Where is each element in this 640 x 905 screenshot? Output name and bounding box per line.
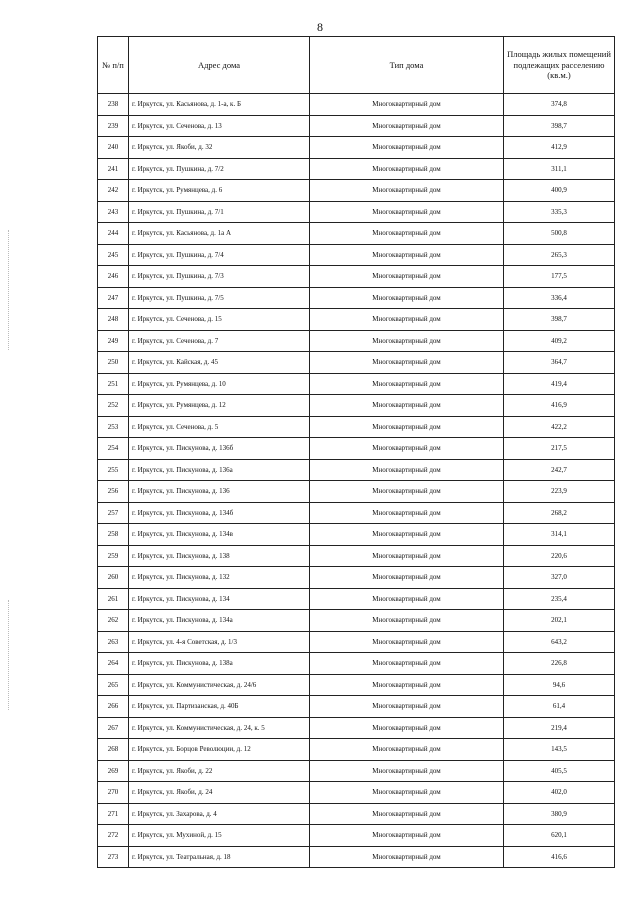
row-type: Многоквартирный дом: [310, 395, 504, 417]
row-number: 248: [98, 309, 129, 331]
row-area: 398,7: [504, 309, 615, 331]
row-address: г. Иркутск, ул. Пушкина, д. 7/5: [129, 287, 310, 309]
row-type: Многоквартирный дом: [310, 94, 504, 116]
row-type: Многоквартирный дом: [310, 180, 504, 202]
table-body: [98, 94, 615, 868]
row-address: г. Иркутск, ул. Пискунова, д. 134: [129, 588, 310, 610]
row-area: 242,7: [504, 459, 615, 481]
table-row: [98, 545, 615, 567]
row-type: Многоквартирный дом: [310, 287, 504, 309]
row-address: г. Иркутск, ул. Сеченова, д. 7: [129, 330, 310, 352]
row-number: 273: [98, 846, 129, 868]
row-area: 400,9: [504, 180, 615, 202]
row-type: Многоквартирный дом: [310, 631, 504, 653]
row-address: г. Иркутск, ул. 4-я Советская, д. 1/3: [129, 631, 310, 653]
row-number: 249: [98, 330, 129, 352]
table-row: [98, 158, 615, 180]
row-address: г. Иркутск, ул. Пушкина, д. 7/4: [129, 244, 310, 266]
row-address: г. Иркутск, ул. Пискунова, д. 132: [129, 567, 310, 589]
row-area: 405,5: [504, 760, 615, 782]
row-address: г. Иркутск, ул. Якоби, д. 24: [129, 782, 310, 804]
row-number: 270: [98, 782, 129, 804]
table-row: [98, 696, 615, 718]
row-type: Многоквартирный дом: [310, 696, 504, 718]
row-number: 253: [98, 416, 129, 438]
table-row: [98, 330, 615, 352]
row-type: Многоквартирный дом: [310, 739, 504, 761]
row-type: Многоквартирный дом: [310, 524, 504, 546]
table-row: [98, 739, 615, 761]
row-type: Многоквартирный дом: [310, 825, 504, 847]
row-type: Многоквартирный дом: [310, 502, 504, 524]
row-number: 242: [98, 180, 129, 202]
row-address: г. Иркутск, ул. Коммунистическая, д. 24, к. 5: [129, 717, 310, 739]
row-type: Многоквартирный дом: [310, 223, 504, 245]
row-type: Многоквартирный дом: [310, 610, 504, 632]
row-area: 336,4: [504, 287, 615, 309]
row-number: 246: [98, 266, 129, 288]
row-number: 261: [98, 588, 129, 610]
row-number: 254: [98, 438, 129, 460]
row-number: 264: [98, 653, 129, 675]
row-type: Многоквартирный дом: [310, 588, 504, 610]
table-row: [98, 352, 615, 374]
row-type: Многоквартирный дом: [310, 545, 504, 567]
table-row: [98, 459, 615, 481]
row-area: 314,1: [504, 524, 615, 546]
row-area: 202,1: [504, 610, 615, 632]
margin-mark: [8, 600, 10, 710]
row-type: Многоквартирный дом: [310, 782, 504, 804]
housing-table: [97, 36, 615, 868]
row-area: 268,2: [504, 502, 615, 524]
row-type: Многоквартирный дом: [310, 459, 504, 481]
table-row: [98, 782, 615, 804]
row-type: Многоквартирный дом: [310, 115, 504, 137]
row-address: г. Иркутск, ул. Борцов Революции, д. 12: [129, 739, 310, 761]
table-row: [98, 567, 615, 589]
row-area: 422,2: [504, 416, 615, 438]
margin-mark: [8, 230, 10, 350]
row-area: 311,1: [504, 158, 615, 180]
row-address: г. Иркутск, ул. Якоби, д. 32: [129, 137, 310, 159]
row-area: 335,3: [504, 201, 615, 223]
row-number: 259: [98, 545, 129, 567]
table-row: [98, 373, 615, 395]
table-row: [98, 416, 615, 438]
table-row: [98, 717, 615, 739]
row-type: Многоквартирный дом: [310, 137, 504, 159]
row-area: 235,4: [504, 588, 615, 610]
row-type: Многоквартирный дом: [310, 653, 504, 675]
row-address: г. Иркутск, ул. Пискунова, д. 134а: [129, 610, 310, 632]
table-row: [98, 631, 615, 653]
table-row: [98, 115, 615, 137]
row-address: г. Иркутск, ул. Кайская, д. 45: [129, 352, 310, 374]
row-address: г. Иркутск, ул. Пушкина, д. 7/2: [129, 158, 310, 180]
row-area: 217,5: [504, 438, 615, 460]
row-number: 257: [98, 502, 129, 524]
row-area: 265,3: [504, 244, 615, 266]
row-number: 240: [98, 137, 129, 159]
row-type: Многоквартирный дом: [310, 309, 504, 331]
row-number: 251: [98, 373, 129, 395]
row-area: 327,0: [504, 567, 615, 589]
row-address: г. Иркутск, ул. Театральная, д. 18: [129, 846, 310, 868]
row-type: Многоквартирный дом: [310, 266, 504, 288]
row-number: 260: [98, 567, 129, 589]
row-area: 416,6: [504, 846, 615, 868]
row-address: г. Иркутск, ул. Партизанская, д. 40Б: [129, 696, 310, 718]
table-row: [98, 94, 615, 116]
row-number: 252: [98, 395, 129, 417]
row-address: г. Иркутск, ул. Румянцева, д. 12: [129, 395, 310, 417]
table-row: [98, 610, 615, 632]
row-address: г. Иркутск, ул. Мухиной, д. 15: [129, 825, 310, 847]
row-type: Многоквартирный дом: [310, 760, 504, 782]
row-address: г. Иркутск, ул. Касьянова, д. 1а А: [129, 223, 310, 245]
header-area: Площадь жилых помещений подлежащих расселению (кв.м.): [504, 37, 615, 94]
table-row: [98, 266, 615, 288]
row-area: 500,8: [504, 223, 615, 245]
table-row: [98, 502, 615, 524]
row-number: 245: [98, 244, 129, 266]
table-row: [98, 395, 615, 417]
row-area: 177,5: [504, 266, 615, 288]
row-area: 412,9: [504, 137, 615, 159]
row-number: 271: [98, 803, 129, 825]
row-address: г. Иркутск, ул. Пискунова, д. 136б: [129, 438, 310, 460]
table-row: [98, 674, 615, 696]
row-number: 256: [98, 481, 129, 503]
row-number: 244: [98, 223, 129, 245]
row-number: 267: [98, 717, 129, 739]
header-address: Адрес дома: [129, 37, 310, 94]
row-address: г. Иркутск, ул. Сеченова, д. 5: [129, 416, 310, 438]
row-address: г. Иркутск, ул. Коммунистическая, д. 24/6: [129, 674, 310, 696]
table-row: [98, 244, 615, 266]
row-number: 266: [98, 696, 129, 718]
row-type: Многоквартирный дом: [310, 717, 504, 739]
header-num: № п/п: [98, 37, 129, 94]
row-type: Многоквартирный дом: [310, 438, 504, 460]
row-type: Многоквартирный дом: [310, 330, 504, 352]
row-area: 620,1: [504, 825, 615, 847]
row-type: Многоквартирный дом: [310, 481, 504, 503]
row-address: г. Иркутск, ул. Пискунова, д. 136: [129, 481, 310, 503]
row-number: 265: [98, 674, 129, 696]
row-type: Многоквартирный дом: [310, 674, 504, 696]
table-row: [98, 201, 615, 223]
table-row: [98, 653, 615, 675]
row-area: 61,4: [504, 696, 615, 718]
table-row: [98, 846, 615, 868]
row-address: г. Иркутск, ул. Румянцева, д. 10: [129, 373, 310, 395]
row-area: 419,4: [504, 373, 615, 395]
table-header-row: [98, 37, 615, 94]
row-address: г. Иркутск, ул. Румянцева, д. 6: [129, 180, 310, 202]
row-area: 416,9: [504, 395, 615, 417]
row-area: 223,9: [504, 481, 615, 503]
row-number: 241: [98, 158, 129, 180]
row-area: 94,6: [504, 674, 615, 696]
row-address: г. Иркутск, ул. Пушкина, д. 7/3: [129, 266, 310, 288]
table-row: [98, 137, 615, 159]
row-area: 220,6: [504, 545, 615, 567]
row-area: 402,0: [504, 782, 615, 804]
row-area: 380,9: [504, 803, 615, 825]
row-address: г. Иркутск, ул. Якоби, д. 22: [129, 760, 310, 782]
row-type: Многоквартирный дом: [310, 201, 504, 223]
row-address: г. Иркутск, ул. Пискунова, д. 138а: [129, 653, 310, 675]
row-address: г. Иркутск, ул. Пискунова, д. 138: [129, 545, 310, 567]
table-row: [98, 180, 615, 202]
row-number: 272: [98, 825, 129, 847]
row-type: Многоквартирный дом: [310, 352, 504, 374]
header-type: Тип дома: [310, 37, 504, 94]
row-address: г. Иркутск, ул. Касьянова, д. 1-а, к. Б: [129, 94, 310, 116]
table-row: [98, 524, 615, 546]
row-number: 262: [98, 610, 129, 632]
row-type: Многоквартирный дом: [310, 567, 504, 589]
row-number: 243: [98, 201, 129, 223]
table-row: [98, 309, 615, 331]
row-area: 643,2: [504, 631, 615, 653]
row-area: 226,8: [504, 653, 615, 675]
row-type: Многоквартирный дом: [310, 373, 504, 395]
row-number: 263: [98, 631, 129, 653]
row-area: 398,7: [504, 115, 615, 137]
row-address: г. Иркутск, ул. Захарова, д. 4: [129, 803, 310, 825]
row-type: Многоквартирный дом: [310, 158, 504, 180]
table-row: [98, 223, 615, 245]
row-address: г. Иркутск, ул. Пушкина, д. 7/1: [129, 201, 310, 223]
row-type: Многоквартирный дом: [310, 803, 504, 825]
row-type: Многоквартирный дом: [310, 416, 504, 438]
row-area: 364,7: [504, 352, 615, 374]
row-type: Многоквартирный дом: [310, 244, 504, 266]
table-row: [98, 438, 615, 460]
row-number: 238: [98, 94, 129, 116]
row-address: г. Иркутск, ул. Пискунова, д. 134б: [129, 502, 310, 524]
row-number: 258: [98, 524, 129, 546]
table-row: [98, 803, 615, 825]
row-area: 409,2: [504, 330, 615, 352]
row-number: 247: [98, 287, 129, 309]
row-type: Многоквартирный дом: [310, 846, 504, 868]
page-number: 8: [317, 20, 323, 34]
table-row: [98, 588, 615, 610]
row-number: 250: [98, 352, 129, 374]
table-row: [98, 825, 615, 847]
table-row: [98, 287, 615, 309]
row-number: 239: [98, 115, 129, 137]
row-address: г. Иркутск, ул. Сеченова, д. 13: [129, 115, 310, 137]
row-number: 268: [98, 739, 129, 761]
row-area: 219,4: [504, 717, 615, 739]
row-number: 255: [98, 459, 129, 481]
row-number: 269: [98, 760, 129, 782]
row-address: г. Иркутск, ул. Пискунова, д. 134в: [129, 524, 310, 546]
row-address: г. Иркутск, ул. Сеченова, д. 15: [129, 309, 310, 331]
table-row: [98, 481, 615, 503]
table-row: [98, 760, 615, 782]
row-area: 143,5: [504, 739, 615, 761]
row-address: г. Иркутск, ул. Пискунова, д. 136а: [129, 459, 310, 481]
row-area: 374,8: [504, 94, 615, 116]
